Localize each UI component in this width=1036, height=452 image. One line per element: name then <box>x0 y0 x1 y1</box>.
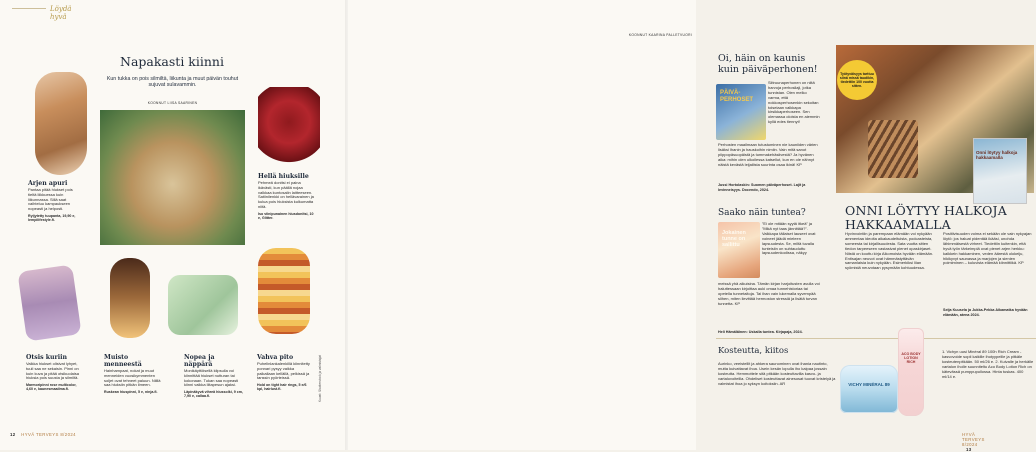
clip-photo <box>35 72 87 175</box>
folio-text: HYVÄ TERVEYS 8/2024 <box>962 432 985 447</box>
article-headline: ONNI LÖYTYY HALKOJA HAKKAAMALLA <box>845 203 1007 232</box>
article-headline: Oi, häin on kaunis kuin päiväperhonen! <box>718 53 818 75</box>
article-body: Positiivisuuden voima ei sekään ole vain nykyajan löytö: jos haluat pidentää ikääsi, unohda lähimmäisestä virheet. Tiedettiin kuitenkin, että hyvä työn tärkeimpiä ovat pienet arjen herkku: kaikkein hakkaminen, veden äärestä olokeiju, hikikyvyt saunassa ja marjojen ja sienien poimiminen – kuluvista elämää kiinnittiikä. KP <box>943 231 1032 266</box>
shell-clip-photo <box>110 258 150 338</box>
caption-body: Pantaa pitää hiukset pois tieltä liikkuessa kuin liikunnassa. Sillä saat vaihteluu kampaukseen nopeasti ja helposti. <box>28 187 73 212</box>
book-credit: Jussi Hortolaskin: Suomen päiväperhoset. Lajit ja levinneisyys. Docendo, 2024. <box>718 183 806 192</box>
book-cover-title: Jokainen tunne on sallittu <box>722 230 746 248</box>
page-title: Napakasti kiinni <box>120 54 224 69</box>
caption-title: Arjen apuri <box>28 180 68 187</box>
deck: Kun tukka on pois silmiltä, liikunta ja muut päivän touhut sujuvat sulavammin. <box>106 76 239 89</box>
marble-clip-photo <box>17 265 81 342</box>
caption-title: Vahva pito <box>257 354 294 361</box>
caption-meta: Marmoripinni rose multicolor, 4,60 e, kaunesmaailma.fi. <box>26 383 77 392</box>
article-body: Aurinko, veeistellit ja ahkera saunominen ovat ihania nautinto, mutta kuivattavat ihoa. Usein kesän lopulla iho kaipaa jossain kosteutta. Hemmottele sitä pitkään kosteuttavilla kasvo- ja vartalovoiteilla. Ohdeliset kosteuttavat ainesosat tuovat kristelyä ja valmistat ihoa jo syksyn koitoksiin. AR <box>718 361 836 386</box>
byline: KOONNUT LIISA SAARINEN <box>147 101 198 105</box>
ponytail-photo <box>100 110 245 245</box>
lotion-bottle-photo <box>898 328 924 416</box>
caption-nopea <box>184 354 244 399</box>
caption-body: Pehmeä donitsi ei paina ikävästi, kun päällä nojaa valkkaa kuntosalin laitteeseen. Satiinilenkki on hellävarainen ja kulua pois hiuksista kulkumatta niitä. <box>258 180 314 209</box>
claw-clip-photo <box>168 275 238 335</box>
section-rule <box>12 8 46 9</box>
section-divider <box>716 338 1036 339</box>
product-label: ACO BODY LOTION RICH <box>901 352 921 365</box>
article-headline: Saako näin tuntea? <box>718 208 806 218</box>
folio <box>962 432 985 452</box>
caption-meta: Iso viinipunainen hiusdonitsi, 10 e, Glitter. <box>258 211 314 221</box>
scrunchie-photo <box>258 87 320 165</box>
caption-body: Puhelinlankalenkillä kiinnitetty ponnari pysyy vaikka paikallaan kellällä, pelkissä ja tanssin pyörteissä. <box>257 361 310 381</box>
firewood-photo <box>868 120 918 178</box>
book-cover-title: PÄIVÄ-PERHOSET <box>720 90 754 103</box>
info-badge <box>837 60 877 100</box>
folio <box>10 432 76 437</box>
article-body: ”Ei ole mitään syytä itkeä” ja ”Mikä nyt taas jännittää?”. Valkkapa tällaiset lauseet ovat voineet jäädä mieleen lapsuudesta. Se, miltä tuvalla tunteisiin on suhtauduttu lapsuudenkodissa, näkyy <box>762 221 816 256</box>
caption-body: Monikäyttöisellä klipsulla voi kiinnittää hiukset nutturan tai kokonaan. Tukan saa nopeasti kiinni vaikka liitapesun ajaksi. <box>184 368 239 388</box>
caption-title: Muisto menneestä <box>104 354 142 368</box>
article-body: Siitruunaperhonen on niitä harvoja perhosilaji, jotka tunnistan. Olen melko varma, että nokkosperhosenkin sekoitan toiseiaan valkkapa kirsikkaperhoseen. Sen olemassa oloista en aiemmin kyllä edes tiennyt! <box>768 80 820 125</box>
book-credit: Seija Kuusela ja Jukka-Pekka Aikamatka hyvään elämään, atena 2024. <box>943 308 1028 317</box>
caption-meta: Läpinäkyvä vihreä hiussolki, 9 cm, 7,90 e, callaa.fi. <box>184 390 243 399</box>
caption-body: Hainhampaat, nokat ja muut menneiden vuosikymmenten soljet ovat tehneet paluun. Niillä saa hiuksiin pitkän ilmeen. <box>104 368 161 388</box>
page-number: 13 <box>966 447 972 452</box>
coil-rings-photo <box>258 248 310 334</box>
article-body: Hyvinvointiin ja parempaan elämään voi nykyään ammentaa ideoita aikakaudeltuista, podcasteista, someesta tai kirjallisuudesta. Sata vuotta sitten tiedon tarpeeseen vastasivat pienet opaskirjaset. Niistä on koottu kirja Aikomoista hyvään elämään. Entisajan neuvot ovat hämmästyttävän samanlaisia kuin nykyään. Esimerkiksi liian syömistä neuvotaan pysymään kohtuudessa. <box>845 231 934 271</box>
cream-jar-photo <box>840 365 898 413</box>
caption-title: Hellä hiuksille <box>258 173 309 180</box>
caption-title: Nopea ja näppärä <box>184 354 215 368</box>
caption-title: Otsis kuriin <box>26 354 67 361</box>
caption-otsis <box>26 354 84 392</box>
caption-meta: Ruskean hiuspinni, 5 e, ninja.fi. <box>104 390 158 395</box>
book-credit: Heli Hämäläinen: Uskalla tuntea. Kirjapaja, 2024. <box>718 330 803 334</box>
article-body: Perhosten maailmaan tutustuminen nie kauniiden värien lisäksi lhanin ja hauskoihin nimiin. Vain mitä sanot piippopäsuopäistä ja tummakehäsiivestä? Ja hyvänen aika: mihin olen ulkoilessa katsellut, kun en ole nähnyt näistä kevästä leijailista suurinta osaa ikinä! KP <box>718 142 818 167</box>
caption-hella <box>258 173 316 220</box>
section-label: Löydä hyvä <box>50 5 72 21</box>
right-page <box>348 0 1034 452</box>
left-page <box>0 0 348 450</box>
article-headline: Kosteutta, kiitos <box>718 346 789 356</box>
article-body: meissä yhä aikuisina. Tämän kirjan harjoitusten avulla voi haluttessaan kirjoittaa auki omaa tunnehistoriaa tai opetella tunnetaitoja. Tai ihan vain lukemalla syvempää siihen, miten lievittää hermoston stressiä ja lisätä turvan tunnetta. KP <box>718 281 820 306</box>
caption-meta: Ryijytetty tuupanta, 19,90 e, lempilifestyle.fi. <box>28 213 76 223</box>
folio-text: HYVÄ TERVEYS 8/2024 <box>21 432 76 437</box>
product-label: VICHY MINÉRAL 89 <box>848 382 890 387</box>
caption-body: Valkka hiukset olisivat lyhyet, tuuli saa ne sekaisin. Pinni on kuin kuva ja pitää otsikuolaisa hiuksia pois suusta ja silmiltä. <box>26 361 79 381</box>
caption-meta: Hold on tight hair rings, 5 e/6 kpl, hairlust.fi. <box>257 383 307 392</box>
caption-arjen <box>28 180 80 223</box>
page-number: 12 <box>10 432 16 437</box>
caption-vahva <box>257 354 311 392</box>
book-cover-title: Onni löytyy halkoja hakkaamalla <box>976 150 1018 160</box>
caption-muisto <box>104 354 164 394</box>
book-cover <box>973 138 1027 204</box>
product-list: 1. Vichyn uusi Minéral 89 100h Rich Cream -kasvovoide sopii kaikille ihotyypeille ja pitkäle kosteutenpitkään. 50 ml/26 e. 2. Kuivalle ja herkälle vartalon iholle suunniteltu Aco Body Lotion Rich on kätevässä pumppupullossa. Hinta tuskas. 400 ml/14 e. <box>942 349 1034 379</box>
badge-text: Työtyväisyys tarttuu siinä missä taudikin, tiedettiin 100 vuotta sitten. <box>839 71 875 89</box>
photo-credit: Kuvat: Shutterstock ja valmistajat <box>318 355 322 402</box>
byline: KOONNUT KAARINA PALLETVUORI <box>628 33 692 37</box>
